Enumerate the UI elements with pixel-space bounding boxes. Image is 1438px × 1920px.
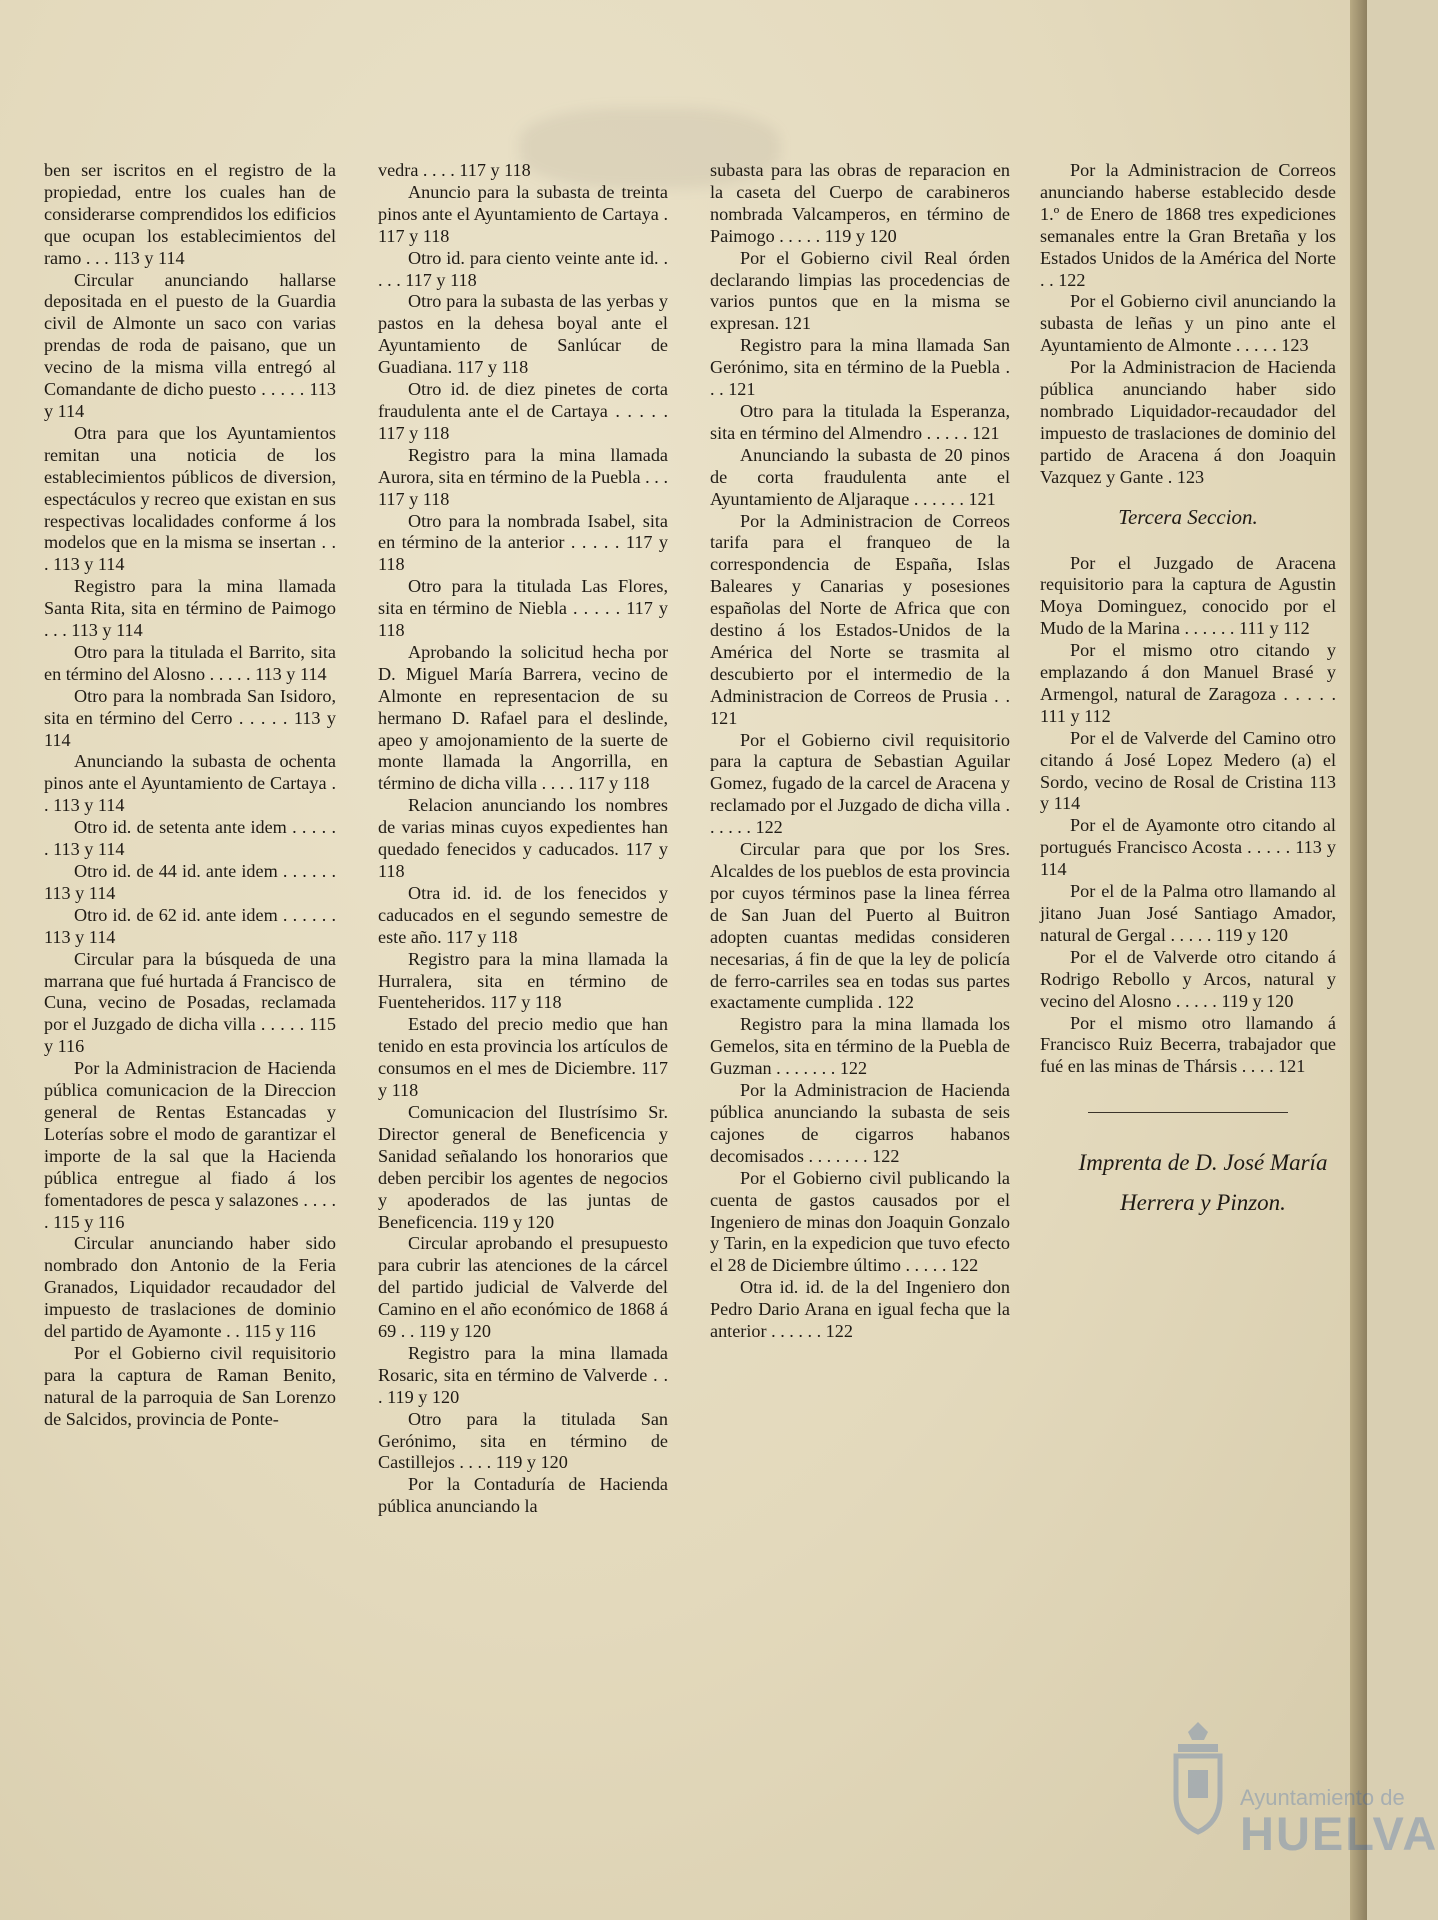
index-entry: ben ser iscritos en el registro de la propiedad, entre los cuales han de considerarse comprendidos los edificios que ocupan los establecimientos del ramo . . . 113 y 114 xyxy=(44,160,336,268)
index-entry: Por la Administracion de Hacienda pública comunicacion de la Direccion general de Rentas Estancadas y Loterías sobre el modo de garantizar el importe de la sal que la Hacienda pública entregue al fiado á los fomentadores de pesca y salazones . . . . . 115 y 116 xyxy=(44,1058,336,1232)
index-entry: Circular anunciando hallarse depositada en el puesto de la Guardia civil de Almonte un saco con varias prendas de roda de paisano, que un vecino de la misma villa entregó al Comandante de dicho puesto . . . . . 113 y 114 xyxy=(44,269,336,421)
index-entry: Circular anunciando haber sido nombrado don Antonio de la Feria Granados, Liquidador recaudador del impuesto de traslaciones de dominio del partido de Ayamonte . . 115 y 116 xyxy=(44,1233,336,1342)
imprint-line-2: Herrera y Pinzon. xyxy=(1120,1190,1286,1216)
index-entry: Por la Contaduría de Hacienda pública anunciando la xyxy=(378,1474,668,1517)
archive-watermark xyxy=(1150,1712,1438,1912)
index-entry: Circular aprobando el presupuesto para cubrir las atenciones de la cárcel del partido judicial de Valverde del Camino en el año económico de 1868 á 69 . . 119 y 120 xyxy=(378,1233,668,1342)
index-entry: Otro id. de 62 id. ante idem . . . . . . 113 y 114 xyxy=(44,904,336,947)
index-entry: Otro para la subasta de las yerbas y pastos en la dehesa boyal ante el Ayuntamiento de Sanlúcar de Guadiana. 117 y 118 xyxy=(378,291,668,378)
index-column-3 xyxy=(710,160,1010,1343)
index-entry: Otra id. id. de los fenecidos y caducados en el segundo semestre de este año. 117 y 118 xyxy=(378,882,668,947)
index-entry: Por el Gobierno civil anunciando la subasta de leñas y un pino ante el Ayuntamiento de Almonte . . . . . 123 xyxy=(1040,291,1336,356)
index-entry: Circular para que por los Sres. Alcaldes de los pueblos de esta provincia por cuyos términos pase la linea férrea de San Juan del Puerto al Buitron adopten cuantas medidas consideren necesarias, á fin de que la ley de policía de ferro-carriles sea en todas sus partes exactamente cumplida . 122 xyxy=(710,839,1011,1013)
index-entry: Circular para la búsqueda de una marrana que fué hurtada á Francisco de Cuna, vecino de Posadas, reclamada por el Juzgado de dicha villa . . . . . 115 y 116 xyxy=(44,948,336,1057)
index-entry: Otro id. de 44 id. ante idem . . . . . . 113 y 114 xyxy=(44,861,336,903)
index-entry: Comunicacion del Ilustrísimo Sr. Director general de Beneficencia y Sanidad señalando los honorarios que deben percibir los agentes de negocios y apoderados de las juntas de Beneficencia. 119 y 120 xyxy=(378,1101,668,1232)
crest-icon xyxy=(1168,1718,1228,1836)
index-entry: Registro para la mina llamada Aurora, sita en término de la Puebla . . . 117 y 118 xyxy=(378,444,668,509)
index-entry: Otro para la titulada la Esperanza, sita en término del Almendro . . . . . 121 xyxy=(710,400,1010,443)
index-entry: Anunciando la subasta de ochenta pinos ante el Ayuntamiento de Cartaya . . 113 y 114 xyxy=(44,751,336,816)
watermark-line-1: Ayuntamiento de xyxy=(1240,1785,1405,1810)
index-column-1 xyxy=(44,160,336,1431)
index-entry: Otro para la titulada Las Flores, sita en término de Niebla . . . . . 117 y 118 xyxy=(378,576,668,641)
index-entry: Por el Gobierno civil publicando la cuenta de gastos causados por el Ingeniero de minas don Joaquin Gonzalo y Tarin, en la expedicion que tuvo efecto el 28 de Diciembre último . . . . . 122 xyxy=(710,1167,1010,1276)
index-entry: Registro para la mina llamada los Gemelos, sita en término de la Puebla de Guzman . . . . . . . 122 xyxy=(710,1014,1010,1079)
index-entry: Anuncio para la subasta de treinta pinos ante el Ayuntamiento de Cartaya . 117 y 118 xyxy=(378,181,668,246)
index-entry: Por la Administracion de Hacienda pública anunciando la subasta de seis cajones de cigarros habanos decomisados . . . . . . . 122 xyxy=(710,1080,1010,1166)
index-entry: Otro para la nombrada Isabel, sita en término de la anterior . . . . . 117 y 118 xyxy=(378,510,668,575)
index-entry: Estado del precio medio que han tenido en esta provincia los artículos de consumos en el mes de Diciembre. 117 y 118 xyxy=(378,1014,668,1101)
index-entry: Por el Gobierno civil requisitorio para la captura de Raman Benito, natural de la parroquia de San Lorenzo de Salcidos, provincia de Ponte- xyxy=(44,1342,336,1429)
index-entry: Por el de Ayamonte otro citando al portugués Francisco Acosta . . . . . 113 y 114 xyxy=(1040,815,1336,880)
index-entry: Otro para la nombrada San Isidoro, sita en término del Cerro . . . . . 113 y 114 xyxy=(44,685,336,750)
index-entry: Registro para la mina llamada San Gerónimo, sita en término de la Puebla . . . 121 xyxy=(710,335,1010,400)
index-entry: Anunciando la subasta de 20 pinos de corta fraudulenta ante el Ayuntamiento de Aljaraque . . . . . . 121 xyxy=(710,444,1010,509)
section-title: Tercera Seccion. xyxy=(1118,504,1258,529)
index-entry: Relacion anunciando los nombres de varias minas cuyos expedientes han quedado fenecidos y caducados. 117 y 118 xyxy=(378,795,668,881)
index-entry: Por la Administracion de Correos anunciando haberse establecido desde 1.º de Enero de 1868 tres expediciones semanales entre la Gran Bretaña y los Estados Unidos de la América del Norte . . 122 xyxy=(1040,160,1336,290)
index-entry: Por el mismo otro llamando á Francisco Ruiz Becerra, trabajador que fué en las minas de Thársis . . . . 121 xyxy=(1040,1012,1336,1077)
index-entry: subasta para las obras de reparacion en la caseta del Cuerpo de carabineros nombrada Valcamperos, en término de Paimogo . . . . . 119 y 120 xyxy=(710,160,1010,246)
index-column-4 xyxy=(1040,160,1336,1223)
index-entry: Otro para la titulada San Gerónimo, sita en término de Castillejos . . . . 119 y 120 xyxy=(378,1408,668,1473)
index-entry: Por el de Valverde del Camino otro citando á José Lopez Medero (a) el Sordo, vecino de Rosal de Cristina 113 y 114 xyxy=(1040,727,1336,814)
index-entry: Por el Juzgado de Aracena requisitorio para la captura de Agustin Moya Dominguez, conocido por el Mudo de la Marina . . . . . . 111 y 112 xyxy=(1040,552,1336,639)
index-entry: Otra para que los Ayuntamientos remitan una noticia de los establecimientos públicos de diversion, espectáculos y recreo que existan en sus respectivas localidades conforme á los modelos que en la misma se insertan . . . 113 y 114 xyxy=(44,422,336,575)
index-entry: Por el de Valverde otro citando á Rodrigo Rebollo y Arcos, natural y vecino del Alosno . . . . . 119 y 120 xyxy=(1040,946,1336,1011)
index-entry: vedra . . . . 117 y 118 xyxy=(378,160,531,180)
index-entry: Por la Administracion de Correos tarifa para el franqueo de la correspondencia de España, Islas Baleares y Canarias y posesiones españolas del Norte de Africa que con destino á los Estados-Unidos de la América del Norte se trasmita al descubierto por el intermedio de la Administracion de Correos de Prusia . . 121 xyxy=(710,510,1010,728)
index-entry: Por el de la Palma otro llamando al jitano Juan José Santiago Amador, natural de Gergal . . . . . 119 y 120 xyxy=(1040,881,1336,945)
index-column-2 xyxy=(378,160,668,1518)
index-entry: Otro id. de diez pinetes de corta fraudulenta ante el de Cartaya . . . . . 117 y 118 xyxy=(378,379,668,443)
index-entry: Por el Gobierno civil requisitorio para la captura de Sebastian Aguilar Gomez, fugado de la carcel de Aracena y reclamado por el Juzgado de dicha villa . . . . . . 122 xyxy=(710,729,1010,838)
index-entry: Registro para la mina llamada Rosaric, sita en término de Valverde . . . 119 y 120 xyxy=(378,1342,668,1407)
index-entry: Otra id. id. de la del Ingeniero don Pedro Dario Arana en igual fecha que la anterior . . . . . . 122 xyxy=(710,1277,1010,1342)
imprint-line-1: Imprenta de D. José María xyxy=(1078,1150,1328,1176)
divider xyxy=(1088,1112,1288,1113)
page-edge xyxy=(1350,0,1367,1920)
index-entry: Aprobando la solicitud hecha por D. Miguel María Barrera, vecino de Almonte en representacion de su hermano D. Rafael para el deslinde, apeo y amojonamiento de la suerte de monte llamada la Angorrilla, en término de dicha villa . . . . 117 y 118 xyxy=(378,641,668,794)
index-entry: Por el Gobierno civil Real órden declarando limpias las procedencias de varios puntos que en la misma se expresan. 121 xyxy=(710,247,1010,334)
index-entry: Otro para la titulada el Barrito, sita en término del Alosno . . . . . 113 y 114 xyxy=(44,641,336,684)
index-entry: Registro para la mina llamada Santa Rita, sita en término de Paimogo . . . 113 y 114 xyxy=(44,576,336,641)
index-entry: Otro id. para ciento veinte ante id. . . . . 117 y 118 xyxy=(378,247,668,290)
watermark-line-2: HUELVA xyxy=(1240,1807,1438,1860)
index-entry: Por la Administracion de Hacienda pública anunciando haber sido nombrado Liquidador-recaudador del impuesto de traslaciones de dominio del partido de Aracena á don Joaquin Vazquez y Gante . 123 xyxy=(1040,357,1336,487)
index-entry: Otro id. de setenta ante idem . . . . . . 113 y 114 xyxy=(44,817,336,860)
index-entry: Por el mismo otro citando y emplazando á don Manuel Brasé y Armengol, natural de Zaragoza . . . . . 111 y 112 xyxy=(1040,640,1336,726)
index-entry: Registro para la mina llamada la Hurralera, sita en término de Fuenteheridos. 117 y 118 xyxy=(378,948,668,1013)
